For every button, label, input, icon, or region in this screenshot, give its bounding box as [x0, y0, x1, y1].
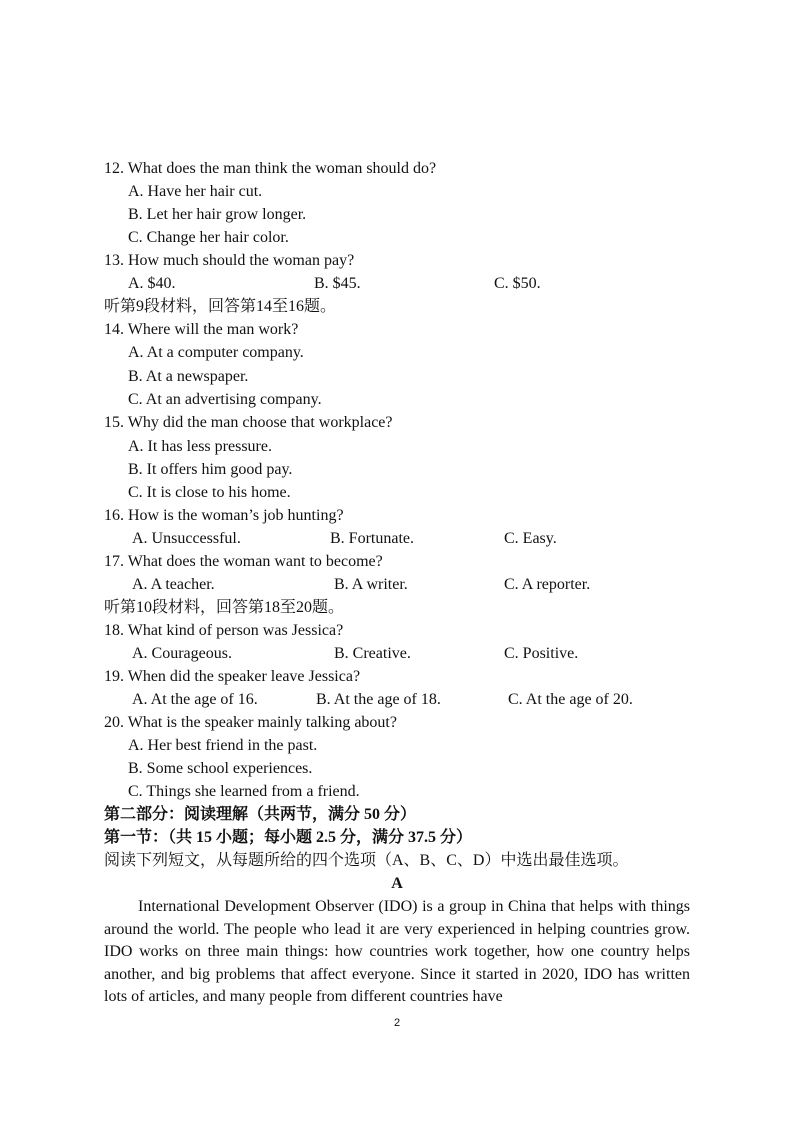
q17-option-a: A. A teacher. — [132, 576, 215, 593]
q13-option-b: B. $45. — [314, 275, 361, 292]
q17-option-b: B. A writer. — [334, 576, 408, 593]
q13-option-c: C. $50. — [494, 275, 541, 292]
q14-option-c: C. At an advertising company. — [128, 391, 322, 408]
q13-option-a: A. $40. — [128, 275, 176, 292]
q12-option-c: C. Change her hair color. — [128, 229, 289, 246]
q14-option-b: B. At a newspaper. — [128, 368, 249, 385]
q20-option-a: A. Her best friend in the past. — [128, 737, 318, 754]
passage-text: International Development Observer (IDO) is a group in China that helps with things around the world. The people who lead it are very experienced in helping countries grow. IDO works on three main things: how countries work together, how one country helps another, and big problems that affect everyone. Since it started in 2020, IDO has written lots of articles, and many people from different countries have — [104, 898, 690, 1005]
q19-option-b: B. At the age of 18. — [316, 691, 441, 708]
page-number: 2 — [393, 1017, 401, 1029]
q20-option-b: B. Some school experiences. — [128, 760, 313, 777]
q20-option-c: C. Things she learned from a friend. — [128, 783, 360, 800]
q18-option-c: C. Positive. — [504, 645, 579, 662]
q19-options — [128, 689, 748, 711]
section-1-heading: 第一节：（共 15 小题；每小题 2.5 分，满分 37.5 分） — [104, 829, 473, 846]
question-13: 13. How much should the woman pay? — [104, 252, 355, 269]
question-16: 16. How is the woman’s job hunting? — [104, 507, 344, 524]
section-10-instruction: 听第10段材料，回答第18至20题。 — [104, 599, 345, 616]
q17-option-c: C. A reporter. — [504, 576, 591, 593]
q19-option-c: C. At the age of 20. — [508, 691, 633, 708]
q15-option-a: A. It has less pressure. — [128, 438, 272, 455]
passage-label: A — [391, 875, 403, 892]
q16-options — [128, 528, 748, 550]
q12-option-b: B. Let her hair grow longer. — [128, 206, 307, 223]
part-2-heading: 第二部分：阅读理解（共两节，满分 50 分） — [104, 806, 417, 823]
q14-option-a: A. At a computer company. — [128, 344, 304, 361]
q16-option-a: A. Unsuccessful. — [132, 530, 241, 547]
question-12: 12. What does the man think the woman should do? — [104, 160, 437, 177]
q13-options — [128, 273, 748, 295]
question-18: 18. What kind of person was Jessica? — [104, 622, 344, 639]
section-9-instruction: 听第9段材料，回答第14至16题。 — [104, 298, 337, 315]
q17-options — [128, 574, 748, 596]
question-20: 20. What is the speaker mainly talking about? — [104, 714, 397, 731]
question-14: 14. Where will the man work? — [104, 321, 299, 338]
q18-options — [128, 643, 748, 665]
question-19: 19. When did the speaker leave Jessica? — [104, 668, 361, 685]
reading-instruction: 阅读下列短文，从每题所给的四个选项（A、B、C、D）中选出最佳选项。 — [104, 852, 629, 869]
question-17: 17. What does the woman want to become? — [104, 553, 383, 570]
q19-option-a: A. At the age of 16. — [132, 691, 258, 708]
q18-option-a: A. Courageous. — [132, 645, 232, 662]
question-15: 15. Why did the man choose that workplace? — [104, 414, 393, 431]
q16-option-c: C. Easy. — [504, 530, 557, 547]
q15-option-c: C. It is close to his home. — [128, 484, 291, 501]
q12-option-a: A. Have her hair cut. — [128, 183, 263, 200]
q16-option-b: B. Fortunate. — [330, 530, 414, 547]
q18-option-b: B. Creative. — [334, 645, 411, 662]
q15-option-b: B. It offers him good pay. — [128, 461, 293, 478]
